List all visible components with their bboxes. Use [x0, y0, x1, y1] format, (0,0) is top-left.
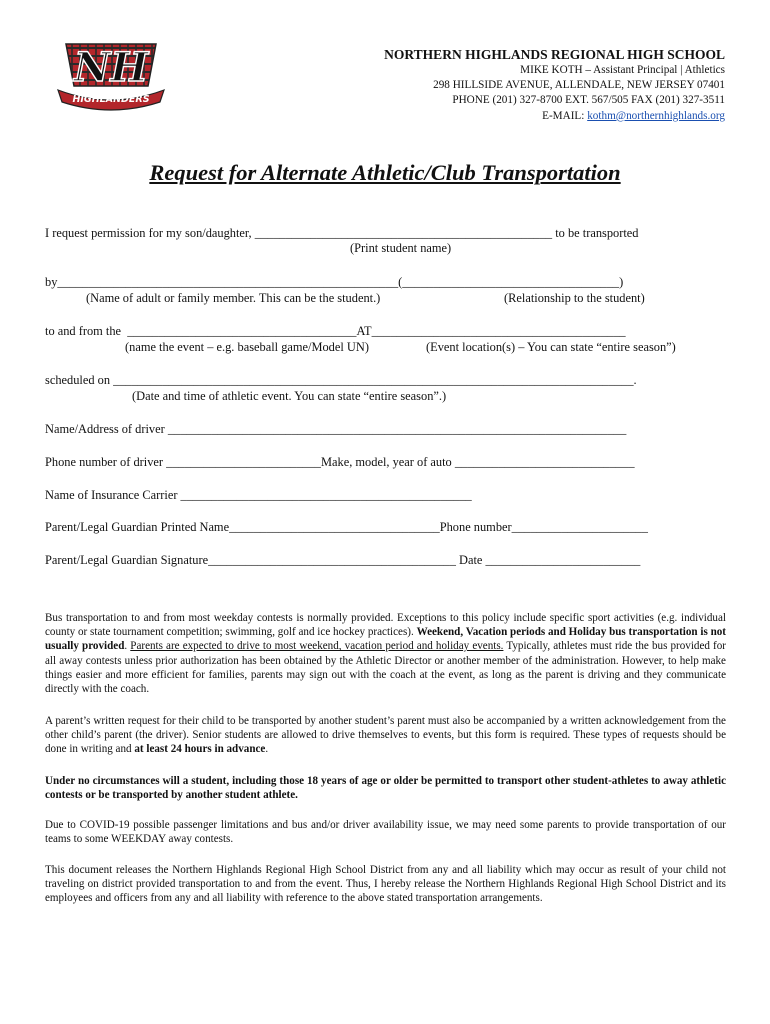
insurance-line[interactable]: Name of Insurance Carrier _______________________________________________ [45, 488, 472, 502]
school-phone: PHONE (201) 327-8700 EXT. 567/505 FAX (201) 327-3511 [452, 94, 725, 107]
event-line[interactable]: to and from the _____________________________________AT_________________________________________ [45, 324, 626, 338]
event-name-caption: (name the event – e.g. baseball game/Model UN) [125, 340, 369, 354]
policy-paragraph-2: A parent’s written request for their child to be transported by another student’s parent must also be accompanied by a written acknowledgement from the other child’s parent (the driver). Senior students are allowed to drive themselves to events, but this form is required. These types of requests should be done in writing and at least 24 hours in advance. [45, 715, 726, 756]
school-logo [52, 36, 170, 112]
svg-text:NH: NH [73, 44, 149, 91]
driver-phone-auto-line[interactable]: Phone number of driver _________________________Make, model, year of auto _____________________________ [45, 455, 635, 469]
policy-paragraph-5: This document releases the Northern Highlands Regional High School District from any and all liability which may occur as result of your child not traveling on district provided transportation to and from the event. Thus, I hereby release the Northern Highlands Regional High School District and its employees and officers from any and all liability with reference to the above stated transportation arrangements. [45, 864, 726, 905]
school-name: NORTHERN HIGHLANDS REGIONAL HIGH SCHOOL [384, 47, 725, 62]
policy-paragraph-3: Under no circumstances will a student, including those 18 years of age or older be permitted to transport other student-athletes to away athletic contests or be transported by another student athlete. [45, 775, 726, 802]
form-title: Request for Alternate Athletic/Club Transportation [149, 160, 621, 185]
student-name-caption: (Print student name) [350, 241, 452, 255]
school-address: 298 HILLSIDE AVENUE, ALLENDALE, NEW JERSEY 07401 [433, 79, 725, 92]
driver-adult-line[interactable]: by_______________________________________________________(___________________________________) [45, 275, 624, 289]
event-location-caption: (Event location(s) – You can state “entire season”) [426, 340, 676, 354]
schedule-caption: (Date and time of athletic event. You can state “entire season”.) [132, 389, 447, 403]
driver-address-line[interactable]: Name/Address of driver __________________________________________________________________________ [45, 422, 627, 436]
letterhead [384, 47, 725, 124]
guardian-name-phone-line[interactable]: Parent/Legal Guardian Printed Name__________________________________Phone number______________________ [45, 520, 648, 534]
relationship-caption: (Relationship to the student) [504, 291, 645, 305]
svg-text:HIGHLANDERS: HIGHLANDERS [72, 94, 150, 105]
email-label: E-MAIL: [542, 109, 585, 122]
contact-person: MIKE KOTH – Assistant Principal | Athletics [520, 64, 725, 76]
adult-name-caption: (Name of adult or family member. This can be the student.) [86, 291, 381, 305]
email-link[interactable]: kothm@northernhighlands.org [587, 109, 725, 122]
policy-paragraph-4: Due to COVID-19 possible passenger limitations and bus and/or driver availability issue, we may need some parents to provide transportation of our teams to some WEEKDAY away contests. [45, 819, 726, 846]
policy-paragraph-1: Bus transportation to and from most weekday contests is normally provided. Exceptions to this policy include specific sport activities (e.g. individual county or state tournament competition; swimming, golf and ice hockey practices). Weekend, Vacation periods and Holiday bus transportation is not usually provided. Parents are expected to drive to most weekend, vacation period and holiday events. Typically, athletes must ride the bus provided for all away contests unless prior authorization has been obtained by the Athletic Director or another member of the administration. However, to help make things easier and more efficient for families, parents may sign out with the coach at the event, as long as the parent is driving and they communicate directly with the coach. [45, 612, 726, 696]
guardian-signature-date-line[interactable]: Parent/Legal Guardian Signature________________________________________ Date _________________________ [45, 553, 641, 567]
student-name-line[interactable]: I request permission for my son/daughter, ________________________________________________ to be transported [45, 226, 639, 240]
schedule-line[interactable]: scheduled on ____________________________________________________________________________________. [45, 373, 637, 387]
